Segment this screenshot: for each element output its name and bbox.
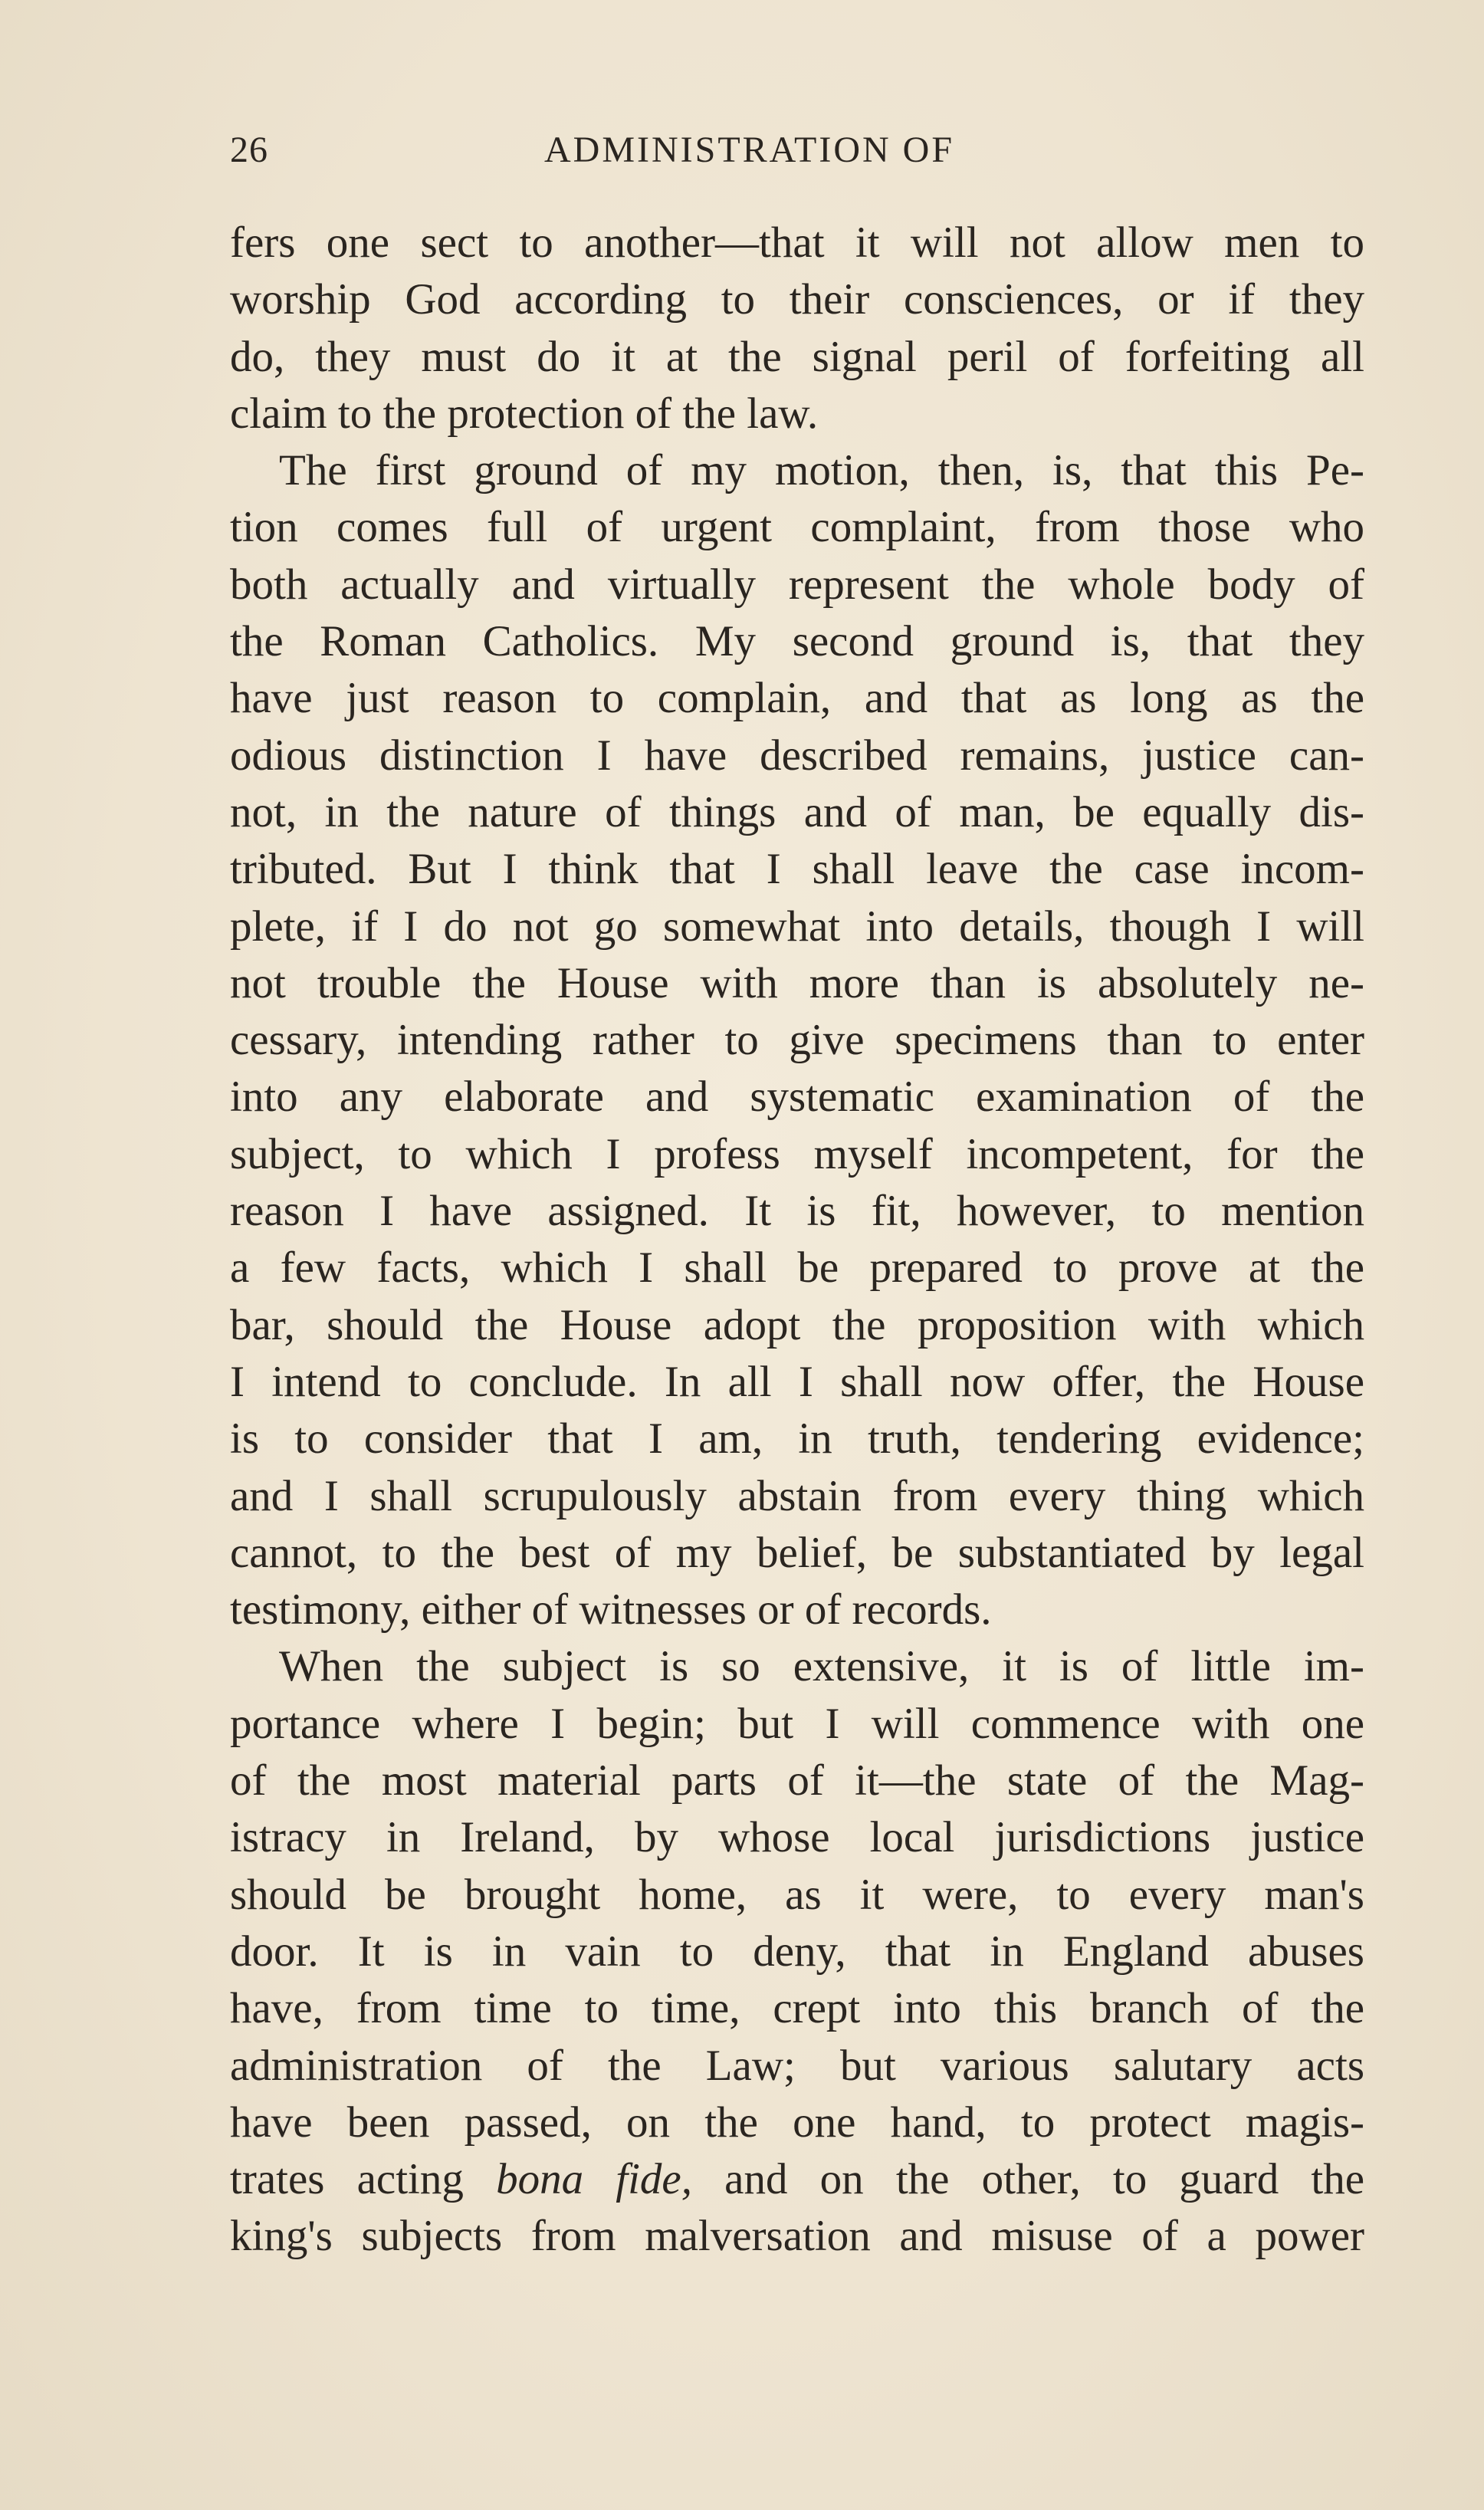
text-line: odious distinction I have described remains, justice can- [230, 731, 1364, 780]
text-line: do, they must do it at the signal peril of forfeiting all [230, 332, 1364, 381]
text-line: fers one sect to another—that it will not allow men to [230, 218, 1364, 267]
text-line: and I shall scrupulously abstain from every thing which [230, 1471, 1364, 1520]
running-head: ADMINISTRATION OF [544, 130, 955, 170]
text-line: tion comes full of urgent complaint, from those who [230, 503, 1364, 552]
text-line: both actually and virtually represent the whole body of [230, 560, 1364, 609]
text-line [230, 2151, 1364, 2208]
text-line: not trouble the House with more than is absolutely ne- [230, 958, 1364, 1007]
text-line: have, from time to time, crept into this branch of the [230, 1984, 1364, 2033]
text-line: reason I have assigned. It is fit, however, to mention [230, 1187, 1364, 1236]
page-header [230, 129, 1364, 182]
text-line: not, in the nature of things and of man, be equally dis- [230, 787, 1364, 836]
text-line: have been passed, on the one hand, to protect magis- [230, 2098, 1364, 2147]
text-segment: trates acting [230, 2155, 464, 2204]
text-line: plete, if I do not go somewhat into details, though I will [230, 902, 1364, 951]
text-line: istracy in Ireland, by whose local jurisdictions justice [230, 1813, 1364, 1862]
text-line: of the most material parts of it—the state of the Mag- [230, 1756, 1364, 1805]
text-line: administration of the Law; but various salutary acts [230, 2041, 1364, 2090]
text-line: should be brought home, as it were, to every man's [230, 1870, 1364, 1919]
text-line: cannot, to the best of my belief, be substantiated by legal [230, 1528, 1364, 1577]
text-line: I intend to conclude. In all I shall now offer, the House [230, 1357, 1364, 1406]
text-line: into any elaborate and systematic examination of the [230, 1073, 1364, 1122]
text-line: is to consider that I am, in truth, tendering evidence; [230, 1414, 1364, 1464]
text-line: claim to the protection of the law. [230, 389, 819, 438]
text-line: have just reason to complain, and that as long as the [230, 674, 1364, 723]
text-line: cessary, intending rather to give specimens than to enter [230, 1016, 1364, 1065]
text-line: king's subjects from malversation and misuse of a power [230, 2212, 1364, 2261]
text-segment: and on the other, to guard the [724, 2155, 1365, 2204]
text-line: bar, should the House adopt the proposition with which [230, 1300, 1364, 1349]
text-line: door. It is in vain to deny, that in England abuses [230, 1927, 1364, 1976]
text-line: tributed. But I think that I shall leave the case incom- [230, 845, 1364, 894]
page-number: 26 [230, 130, 268, 170]
body-text [230, 215, 1364, 2265]
italic-phrase: bona fide, [496, 2155, 692, 2204]
text-line: When the subject is so extensive, it is of little im- [279, 1642, 1364, 1691]
text-line: the Roman Catholics. My second ground is, that they [230, 617, 1364, 666]
text-line: worship God according to their consciences, or if they [230, 275, 1364, 324]
text-line: The first ground of my motion, then, is, that this Pe- [279, 446, 1364, 495]
text-line: subject, to which I profess myself incompetent, for the [230, 1129, 1364, 1178]
text-line: portance where I begin; but I will commence with one [230, 1699, 1364, 1748]
text-line: a few facts, which I shall be prepared to prove at the [230, 1244, 1364, 1293]
text-line: testimony, either of witnesses or of records. [230, 1585, 992, 1634]
